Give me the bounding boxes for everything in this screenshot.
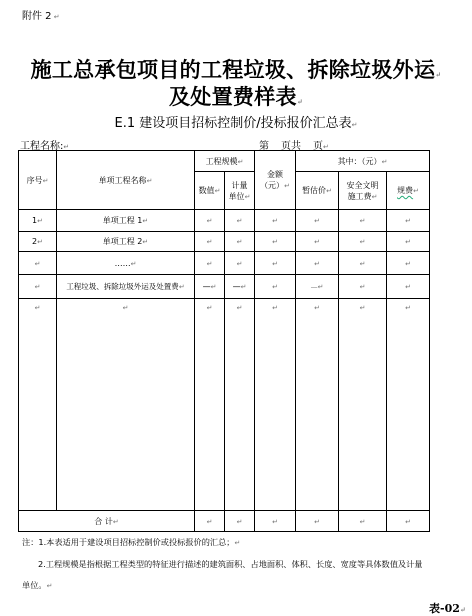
note-line1: 注：1.本表适用于建设项目招标控制价或投标报价的汇总；↵ [22, 537, 241, 547]
note-line2: 2.工程规模是指根据工程类型的特征进行描述的建筑面积、占地面积、体积、长度、宽度等具体数值及计量 [38, 559, 423, 569]
header-of-which: 其中：（元）↵ [296, 151, 430, 172]
cost-summary-table [18, 150, 430, 532]
table-row: 2↵ 单项工程 2↵ ↵ ↵ ↵ ↵ ↵ ↵ [19, 232, 430, 252]
header-amount: 金额 （元）↵ [255, 151, 296, 210]
total-row: 合 计↵ ↵ ↵ ↵ ↵ ↵ ↵ [19, 511, 430, 532]
table-subtitle: E.1 建设项目招标控制价/投标报价汇总表↵ [114, 116, 358, 131]
project-name-label: 工程名称:↵ [20, 141, 70, 152]
table-row: ↵ ……↵ ↵ ↵ ↵ ↵ ↵ ↵ [19, 252, 430, 275]
document-title-line1: 施工总承包项目的工程垃圾、拆除垃圾外运↵ [30, 57, 442, 82]
header-quantity: 数值↵ [195, 172, 225, 210]
attachment-label: 附件 2 ↵ [22, 11, 60, 22]
header-scale-group: 工程规模↵ [195, 151, 255, 172]
table-row: ↵ 工程垃圾、拆除垃圾外运及处置费↵ —↵ —↵ ↵ —↵ ↵ ↵ [19, 275, 430, 299]
header-seq: 序号↵ [19, 151, 57, 210]
total-label: 合 计↵ [19, 511, 195, 532]
header-item-name: 单项工程名称↵ [57, 151, 195, 210]
page-indicator: 第 页共 页↵ [259, 141, 329, 152]
header-safety: 安全文明 施工费↵ [339, 172, 387, 210]
header-fees: 规费↵ [387, 172, 430, 210]
document-title-line2: 及处置费样表↵ [169, 84, 303, 109]
header-unit: 计量 单位↵ [225, 172, 255, 210]
table-number: 表-02↵ [429, 602, 466, 615]
table-row: ↵ ↵ ↵ ↵ ↵ ↵ ↵ ↵ [19, 299, 430, 511]
note-line3: 单位。↵ [22, 580, 53, 590]
header-provisional: 暂估价↵ [296, 172, 339, 210]
table-row: 1↵ 单项工程 1↵ ↵ ↵ ↵ ↵ ↵ ↵ [19, 210, 430, 232]
